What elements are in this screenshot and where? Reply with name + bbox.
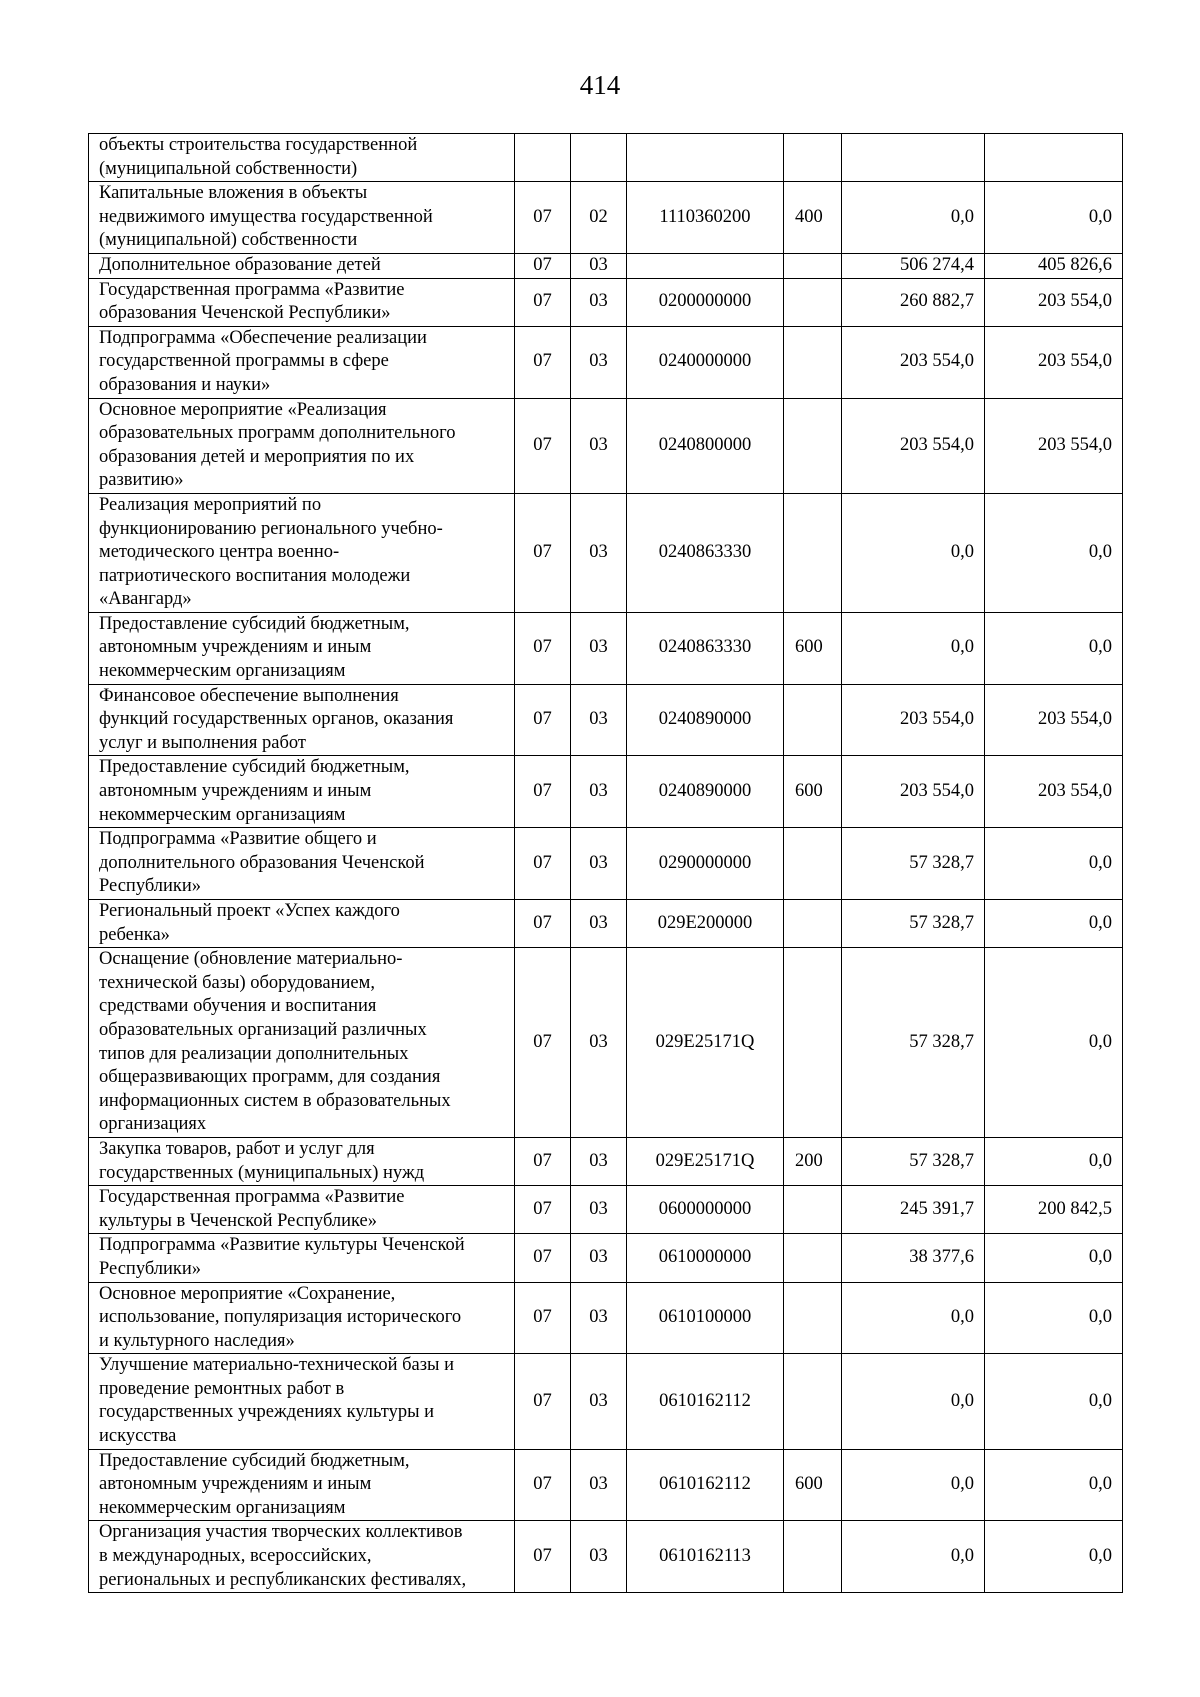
- amount-year1-cell: 203 554,0: [842, 684, 985, 756]
- target-code-cell: 0610162112: [627, 1354, 784, 1449]
- expense-type-cell: [784, 1354, 842, 1449]
- target-code-cell: 0290000000: [627, 828, 784, 900]
- section-cell: 07: [515, 612, 571, 684]
- amount-year1-cell: 245 391,7: [842, 1186, 985, 1234]
- expense-type-cell: [784, 1282, 842, 1354]
- amount-year1-cell: 38 377,6: [842, 1234, 985, 1282]
- row-name-cell: Оснащение (обновление материально- технической базы) оборудованием, средствами обучения и воспитания образовательных организаций различных типов для реализации дополнительных общеразвивающих программ, для создания информационных систем в образовательных организациях: [89, 948, 515, 1138]
- amount-year1-cell: 506 274,4: [842, 253, 985, 278]
- table-row: [89, 948, 1123, 1138]
- target-code-cell: 029E200000: [627, 900, 784, 948]
- row-name-cell: Подпрограмма «Развитие культуры Чеченской Республики»: [89, 1234, 515, 1282]
- row-name-cell: Закупка товаров, работ и услуг для государственных (муниципальных) нужд: [89, 1137, 515, 1185]
- amount-year1-cell: 203 554,0: [842, 398, 985, 493]
- table-row: [89, 1449, 1123, 1521]
- amount-year2-cell: 0,0: [985, 1354, 1123, 1449]
- target-code-cell: 0610162112: [627, 1449, 784, 1521]
- amount-year1-cell: 57 328,7: [842, 828, 985, 900]
- row-name-cell: объекты строительства государственной (муниципальной собственности): [89, 134, 515, 182]
- page-number: 414: [579, 70, 621, 100]
- row-name-cell: Подпрограмма «Обеспечение реализации государственной программы в сфере образования и науки»: [89, 326, 515, 398]
- table-row: [89, 828, 1123, 900]
- subsection-cell: 03: [571, 493, 627, 612]
- table-row: [89, 1354, 1123, 1449]
- section-cell: 07: [515, 756, 571, 828]
- target-code-cell: [627, 253, 784, 278]
- amount-year2-cell: 0,0: [985, 1521, 1123, 1593]
- subsection-cell: 02: [571, 182, 627, 254]
- subsection-cell: 03: [571, 1137, 627, 1185]
- table-row: [89, 253, 1123, 278]
- row-name-cell: Улучшение материально-технической базы и проведение ремонтных работ в государственных учреждениях культуры и искусства: [89, 1354, 515, 1449]
- subsection-cell: 03: [571, 398, 627, 493]
- subsection-cell: [571, 134, 627, 182]
- section-cell: 07: [515, 948, 571, 1138]
- table-row: [89, 684, 1123, 756]
- target-code-cell: 0240800000: [627, 398, 784, 493]
- table-row: [89, 900, 1123, 948]
- row-name-cell: Организация участия творческих коллективов в международных, всероссийских, региональных и республиканских фестивалях,: [89, 1521, 515, 1593]
- amount-year2-cell: 0,0: [985, 1137, 1123, 1185]
- section-cell: [515, 134, 571, 182]
- amount-year2-cell: 203 554,0: [985, 326, 1123, 398]
- target-code-cell: 0240890000: [627, 756, 784, 828]
- amount-year1-cell: 57 328,7: [842, 900, 985, 948]
- subsection-cell: 03: [571, 253, 627, 278]
- row-name-cell: Государственная программа «Развитие культуры в Чеченской Республике»: [89, 1186, 515, 1234]
- amount-year1-cell: 0,0: [842, 182, 985, 254]
- table-row: [89, 398, 1123, 493]
- section-cell: 07: [515, 493, 571, 612]
- subsection-cell: 03: [571, 828, 627, 900]
- amount-year2-cell: 0,0: [985, 612, 1123, 684]
- expense-type-cell: [784, 493, 842, 612]
- amount-year1-cell: 57 328,7: [842, 948, 985, 1138]
- subsection-cell: 03: [571, 1234, 627, 1282]
- expense-type-cell: [784, 398, 842, 493]
- amount-year2-cell: 0,0: [985, 900, 1123, 948]
- target-code-cell: 0200000000: [627, 278, 784, 326]
- row-name-cell: Капитальные вложения в объекты недвижимого имущества государственной (муниципальной) собственности: [89, 182, 515, 254]
- row-name-cell: Региональный проект «Успех каждого ребенка»: [89, 900, 515, 948]
- amount-year1-cell: 0,0: [842, 1354, 985, 1449]
- section-cell: 07: [515, 684, 571, 756]
- subsection-cell: 03: [571, 278, 627, 326]
- subsection-cell: 03: [571, 684, 627, 756]
- subsection-cell: 03: [571, 326, 627, 398]
- expense-type-cell: 200: [784, 1137, 842, 1185]
- expense-type-cell: [784, 253, 842, 278]
- subsection-cell: 03: [571, 900, 627, 948]
- section-cell: 07: [515, 398, 571, 493]
- subsection-cell: 03: [571, 756, 627, 828]
- target-code-cell: 1110360200: [627, 182, 784, 254]
- subsection-cell: 03: [571, 1186, 627, 1234]
- table-body: [89, 134, 1123, 1593]
- table-row: [89, 134, 1123, 182]
- target-code-cell: 0600000000: [627, 1186, 784, 1234]
- amount-year2-cell: 0,0: [985, 493, 1123, 612]
- target-code-cell: [627, 134, 784, 182]
- target-code-cell: 0610100000: [627, 1282, 784, 1354]
- target-code-cell: 029E25171Q: [627, 1137, 784, 1185]
- expense-type-cell: [784, 828, 842, 900]
- section-cell: 07: [515, 828, 571, 900]
- amount-year2-cell: 203 554,0: [985, 398, 1123, 493]
- subsection-cell: 03: [571, 612, 627, 684]
- subsection-cell: 03: [571, 1449, 627, 1521]
- row-name-cell: Подпрограмма «Развитие общего и дополнительного образования Чеченской Республики»: [89, 828, 515, 900]
- row-name-cell: Дополнительное образование детей: [89, 253, 515, 278]
- target-code-cell: 029E25171Q: [627, 948, 784, 1138]
- amount-year1-cell: 260 882,7: [842, 278, 985, 326]
- table-row: [89, 326, 1123, 398]
- subsection-cell: 03: [571, 1521, 627, 1593]
- section-cell: 07: [515, 278, 571, 326]
- expense-type-cell: [784, 948, 842, 1138]
- section-cell: 07: [515, 1449, 571, 1521]
- section-cell: 07: [515, 253, 571, 278]
- amount-year2-cell: 200 842,5: [985, 1186, 1123, 1234]
- row-name-cell: Финансовое обеспечение выполнения функций государственных органов, оказания услуг и выполнения работ: [89, 684, 515, 756]
- expense-type-cell: 600: [784, 612, 842, 684]
- amount-year2-cell: 0,0: [985, 1234, 1123, 1282]
- section-cell: 07: [515, 326, 571, 398]
- section-cell: 07: [515, 1282, 571, 1354]
- table-row: [89, 1282, 1123, 1354]
- table-row: [89, 612, 1123, 684]
- expense-type-cell: 400: [784, 182, 842, 254]
- expense-type-cell: 600: [784, 1449, 842, 1521]
- section-cell: 07: [515, 1186, 571, 1234]
- target-code-cell: 0610162113: [627, 1521, 784, 1593]
- table-row: [89, 1234, 1123, 1282]
- amount-year2-cell: 0,0: [985, 1449, 1123, 1521]
- expense-type-cell: [784, 900, 842, 948]
- expense-type-cell: [784, 684, 842, 756]
- section-cell: 07: [515, 1234, 571, 1282]
- subsection-cell: 03: [571, 1282, 627, 1354]
- table-row: [89, 493, 1123, 612]
- table-row: [89, 278, 1123, 326]
- amount-year1-cell: 203 554,0: [842, 756, 985, 828]
- expense-type-cell: [784, 326, 842, 398]
- expense-type-cell: [784, 1234, 842, 1282]
- section-cell: 07: [515, 1521, 571, 1593]
- row-name-cell: Основное мероприятие «Сохранение, использование, популяризация исторического и культурного наследия»: [89, 1282, 515, 1354]
- target-code-cell: 0240890000: [627, 684, 784, 756]
- table-row: [89, 1521, 1123, 1593]
- row-name-cell: Предоставление субсидий бюджетным, автономным учреждениям и иным некоммерческим организациям: [89, 612, 515, 684]
- section-cell: 07: [515, 1354, 571, 1449]
- expense-type-cell: 600: [784, 756, 842, 828]
- target-code-cell: 0240863330: [627, 612, 784, 684]
- amount-year2-cell: 405 826,6: [985, 253, 1123, 278]
- amount-year1-cell: 57 328,7: [842, 1137, 985, 1185]
- expense-type-cell: [784, 1521, 842, 1593]
- amount-year2-cell: 0,0: [985, 182, 1123, 254]
- section-cell: 07: [515, 900, 571, 948]
- amount-year2-cell: 203 554,0: [985, 756, 1123, 828]
- table-row: [89, 182, 1123, 254]
- amount-year2-cell: 0,0: [985, 948, 1123, 1138]
- row-name-cell: Предоставление субсидий бюджетным, автономным учреждениям и иным некоммерческим организациям: [89, 1449, 515, 1521]
- table-row: [89, 1137, 1123, 1185]
- row-name-cell: Государственная программа «Развитие образования Чеченской Республики»: [89, 278, 515, 326]
- amount-year1-cell: 0,0: [842, 612, 985, 684]
- amount-year1-cell: [842, 134, 985, 182]
- row-name-cell: Основное мероприятие «Реализация образовательных программ дополнительного образования детей и мероприятия по их развитию»: [89, 398, 515, 493]
- amount-year2-cell: 203 554,0: [985, 684, 1123, 756]
- expense-type-cell: [784, 134, 842, 182]
- amount-year1-cell: 203 554,0: [842, 326, 985, 398]
- amount-year2-cell: 203 554,0: [985, 278, 1123, 326]
- amount-year1-cell: 0,0: [842, 493, 985, 612]
- budget-table: [88, 133, 1123, 1593]
- subsection-cell: 03: [571, 948, 627, 1138]
- amount-year2-cell: 0,0: [985, 1282, 1123, 1354]
- amount-year1-cell: 0,0: [842, 1449, 985, 1521]
- section-cell: 07: [515, 1137, 571, 1185]
- amount-year2-cell: [985, 134, 1123, 182]
- amount-year1-cell: 0,0: [842, 1521, 985, 1593]
- row-name-cell: Реализация мероприятий по функционированию регионального учебно- методического центра военно- патриотического воспитания молодежи «Авангард»: [89, 493, 515, 612]
- target-code-cell: 0240863330: [627, 493, 784, 612]
- row-name-cell: Предоставление субсидий бюджетным, автономным учреждениям и иным некоммерческим организациям: [89, 756, 515, 828]
- target-code-cell: 0240000000: [627, 326, 784, 398]
- amount-year2-cell: 0,0: [985, 828, 1123, 900]
- section-cell: 07: [515, 182, 571, 254]
- table-row: [89, 1186, 1123, 1234]
- expense-type-cell: [784, 278, 842, 326]
- subsection-cell: 03: [571, 1354, 627, 1449]
- target-code-cell: 0610000000: [627, 1234, 784, 1282]
- expense-type-cell: [784, 1186, 842, 1234]
- amount-year1-cell: 0,0: [842, 1282, 985, 1354]
- table-row: [89, 756, 1123, 828]
